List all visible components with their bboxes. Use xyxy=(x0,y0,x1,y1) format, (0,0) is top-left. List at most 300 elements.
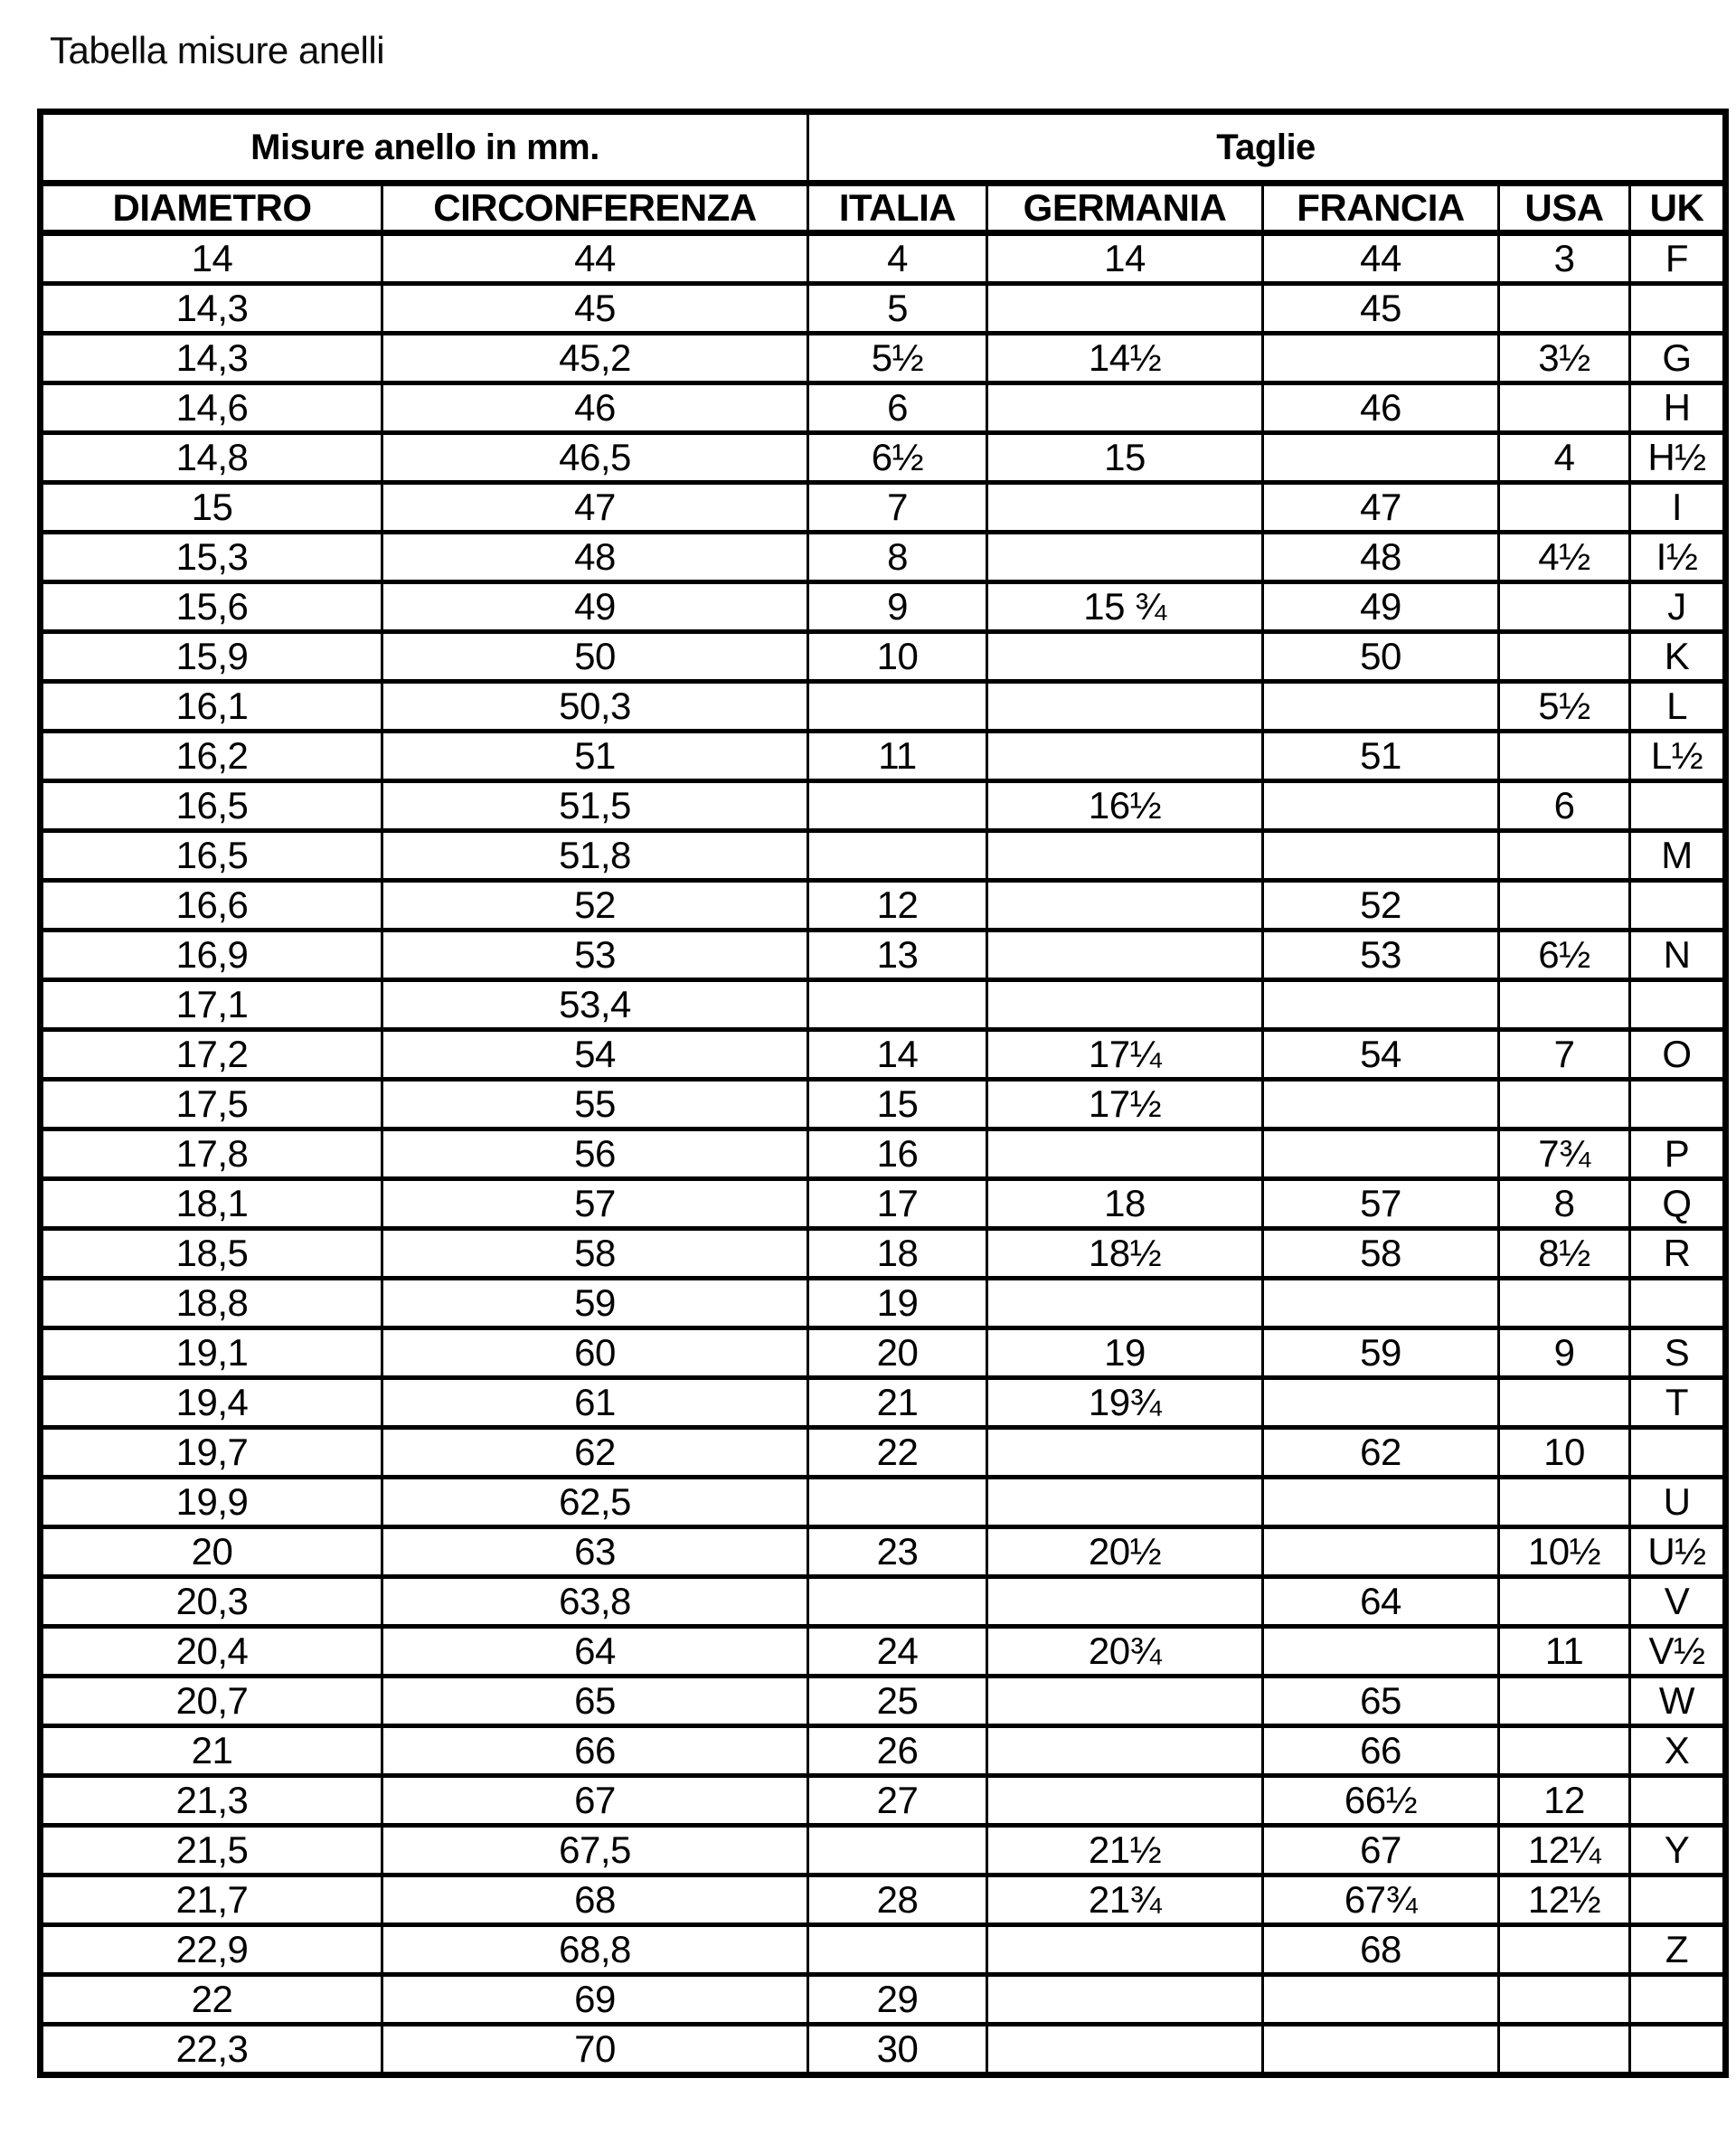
cell-italia: 6 xyxy=(808,383,987,433)
cell-diametro: 19,7 xyxy=(41,1428,382,1478)
table-row xyxy=(41,383,1726,433)
cell-germania xyxy=(987,1975,1263,2025)
cell-uk: Z xyxy=(1630,1925,1726,1975)
cell-uk: V xyxy=(1630,1577,1726,1627)
cell-usa: 4½ xyxy=(1499,533,1630,582)
cell-usa: 10 xyxy=(1499,1428,1630,1478)
table-row xyxy=(41,1129,1726,1179)
cell-diametro: 15,6 xyxy=(41,582,382,632)
column-header-germania: GERMANIA xyxy=(987,184,1263,233)
cell-usa xyxy=(1499,1726,1630,1776)
cell-francia: 66 xyxy=(1263,1726,1499,1776)
table-row xyxy=(41,1627,1726,1677)
cell-circonferenza: 66 xyxy=(382,1726,808,1776)
cell-francia xyxy=(1263,2025,1499,2075)
table-row xyxy=(41,1478,1726,1527)
cell-uk: H xyxy=(1630,383,1726,433)
cell-circonferenza: 57 xyxy=(382,1179,808,1229)
cell-italia: 10 xyxy=(808,632,987,682)
cell-usa: 4 xyxy=(1499,433,1630,483)
cell-italia: 9 xyxy=(808,582,987,632)
cell-italia: 15 xyxy=(808,1080,987,1129)
table-row xyxy=(41,1925,1726,1975)
cell-diametro: 18,1 xyxy=(41,1179,382,1229)
group-header-row xyxy=(41,112,1726,184)
cell-diametro: 22,9 xyxy=(41,1925,382,1975)
table-row xyxy=(41,632,1726,682)
cell-germania xyxy=(987,980,1263,1030)
cell-usa: 7 xyxy=(1499,1030,1630,1080)
cell-circonferenza: 67,5 xyxy=(382,1826,808,1875)
cell-germania xyxy=(987,284,1263,334)
cell-francia xyxy=(1263,1080,1499,1129)
page-title: Tabella misure anelli xyxy=(50,29,385,71)
cell-diametro: 17,2 xyxy=(41,1030,382,1080)
table-row xyxy=(41,483,1726,533)
cell-circonferenza: 50,3 xyxy=(382,682,808,732)
cell-usa: 5½ xyxy=(1499,682,1630,732)
cell-italia: 22 xyxy=(808,1428,987,1478)
cell-circonferenza: 63 xyxy=(382,1527,808,1577)
cell-usa: 12½ xyxy=(1499,1875,1630,1925)
table-row xyxy=(41,1179,1726,1229)
table-header xyxy=(41,112,1726,233)
cell-germania: 18½ xyxy=(987,1229,1263,1279)
cell-usa xyxy=(1499,881,1630,931)
cell-francia xyxy=(1263,433,1499,483)
cell-francia xyxy=(1263,1279,1499,1328)
cell-italia: 18 xyxy=(808,1229,987,1279)
cell-diametro: 16,9 xyxy=(41,931,382,980)
cell-francia: 67 xyxy=(1263,1826,1499,1875)
cell-francia: 50 xyxy=(1263,632,1499,682)
cell-francia xyxy=(1263,980,1499,1030)
table-row xyxy=(41,334,1726,383)
cell-italia: 25 xyxy=(808,1677,987,1726)
cell-usa xyxy=(1499,1080,1630,1129)
cell-diametro: 15 xyxy=(41,483,382,533)
cell-italia: 24 xyxy=(808,1627,987,1677)
cell-diametro: 19,9 xyxy=(41,1478,382,1527)
cell-circonferenza: 55 xyxy=(382,1080,808,1129)
cell-diametro: 14 xyxy=(41,233,382,284)
cell-italia: 5 xyxy=(808,284,987,334)
cell-germania xyxy=(987,1428,1263,1478)
cell-circonferenza: 46,5 xyxy=(382,433,808,483)
cell-francia xyxy=(1263,781,1499,831)
cell-uk: W xyxy=(1630,1677,1726,1726)
cell-circonferenza: 53 xyxy=(382,931,808,980)
cell-francia: 62 xyxy=(1263,1428,1499,1478)
cell-italia: 6½ xyxy=(808,433,987,483)
cell-uk: M xyxy=(1630,831,1726,881)
table-row xyxy=(41,233,1726,284)
cell-germania xyxy=(987,1776,1263,1826)
cell-usa: 8½ xyxy=(1499,1229,1630,1279)
cell-germania: 19 xyxy=(987,1328,1263,1378)
cell-diametro: 17,5 xyxy=(41,1080,382,1129)
table-row xyxy=(41,1428,1726,1478)
cell-circonferenza: 51,8 xyxy=(382,831,808,881)
cell-francia xyxy=(1263,1129,1499,1179)
cell-francia: 65 xyxy=(1263,1677,1499,1726)
cell-germania xyxy=(987,533,1263,582)
cell-usa: 7¾ xyxy=(1499,1129,1630,1179)
cell-uk: G xyxy=(1630,334,1726,383)
cell-germania: 18 xyxy=(987,1179,1263,1229)
cell-usa: 10½ xyxy=(1499,1527,1630,1577)
cell-usa xyxy=(1499,632,1630,682)
table-row xyxy=(41,582,1726,632)
cell-circonferenza: 60 xyxy=(382,1328,808,1378)
cell-circonferenza: 51 xyxy=(382,732,808,781)
cell-italia: 5½ xyxy=(808,334,987,383)
cell-diametro: 15,9 xyxy=(41,632,382,682)
cell-uk xyxy=(1630,1875,1726,1925)
cell-usa xyxy=(1499,1378,1630,1428)
cell-francia: 45 xyxy=(1263,284,1499,334)
cell-francia: 54 xyxy=(1263,1030,1499,1080)
cell-uk xyxy=(1630,1776,1726,1826)
cell-uk xyxy=(1630,881,1726,931)
cell-uk xyxy=(1630,980,1726,1030)
cell-germania xyxy=(987,383,1263,433)
cell-italia: 30 xyxy=(808,2025,987,2075)
cell-francia xyxy=(1263,334,1499,383)
cell-circonferenza: 68,8 xyxy=(382,1925,808,1975)
cell-circonferenza: 50 xyxy=(382,632,808,682)
cell-circonferenza: 65 xyxy=(382,1677,808,1726)
cell-diametro: 21,7 xyxy=(41,1875,382,1925)
table-row xyxy=(41,1328,1726,1378)
cell-usa: 3½ xyxy=(1499,334,1630,383)
cell-diametro: 14,8 xyxy=(41,433,382,483)
cell-francia xyxy=(1263,831,1499,881)
cell-usa xyxy=(1499,582,1630,632)
cell-uk: U xyxy=(1630,1478,1726,1527)
cell-usa xyxy=(1499,383,1630,433)
cell-italia: 11 xyxy=(808,732,987,781)
column-header-diametro: DIAMETRO xyxy=(41,184,382,233)
cell-diametro: 14,3 xyxy=(41,334,382,383)
table-row xyxy=(41,931,1726,980)
cell-circonferenza: 51,5 xyxy=(382,781,808,831)
cell-usa xyxy=(1499,284,1630,334)
cell-germania: 14 xyxy=(987,233,1263,284)
cell-circonferenza: 52 xyxy=(382,881,808,931)
cell-uk: I½ xyxy=(1630,533,1726,582)
cell-usa xyxy=(1499,2025,1630,2075)
cell-uk: S xyxy=(1630,1328,1726,1378)
cell-germania: 21½ xyxy=(987,1826,1263,1875)
cell-uk: J xyxy=(1630,582,1726,632)
cell-italia xyxy=(808,980,987,1030)
cell-uk: N xyxy=(1630,931,1726,980)
cell-francia xyxy=(1263,1527,1499,1577)
table-row xyxy=(41,881,1726,931)
cell-usa xyxy=(1499,1925,1630,1975)
cell-italia: 29 xyxy=(808,1975,987,2025)
cell-usa: 11 xyxy=(1499,1627,1630,1677)
cell-germania: 20½ xyxy=(987,1527,1263,1577)
cell-italia: 17 xyxy=(808,1179,987,1229)
cell-usa xyxy=(1499,831,1630,881)
cell-diametro: 21 xyxy=(41,1726,382,1776)
cell-diametro: 16,1 xyxy=(41,682,382,732)
cell-francia: 52 xyxy=(1263,881,1499,931)
cell-circonferenza: 49 xyxy=(382,582,808,632)
table-row xyxy=(41,781,1726,831)
cell-diametro: 20,4 xyxy=(41,1627,382,1677)
group-header-misure: Misure anello in mm. xyxy=(41,112,808,184)
cell-francia: 47 xyxy=(1263,483,1499,533)
cell-uk xyxy=(1630,1975,1726,2025)
cell-circonferenza: 63,8 xyxy=(382,1577,808,1627)
cell-italia xyxy=(808,781,987,831)
cell-circonferenza: 62,5 xyxy=(382,1478,808,1527)
cell-italia: 12 xyxy=(808,881,987,931)
cell-francia: 53 xyxy=(1263,931,1499,980)
cell-francia xyxy=(1263,1378,1499,1428)
cell-circonferenza: 61 xyxy=(382,1378,808,1428)
table-row xyxy=(41,1726,1726,1776)
cell-germania: 17¼ xyxy=(987,1030,1263,1080)
cell-italia: 16 xyxy=(808,1129,987,1179)
cell-diametro: 20,7 xyxy=(41,1677,382,1726)
cell-circonferenza: 68 xyxy=(382,1875,808,1925)
cell-circonferenza: 62 xyxy=(382,1428,808,1478)
cell-germania xyxy=(987,881,1263,931)
cell-italia xyxy=(808,1925,987,1975)
cell-uk: F xyxy=(1630,233,1726,284)
cell-uk: L xyxy=(1630,682,1726,732)
table-body xyxy=(41,233,1726,2075)
cell-diametro: 19,4 xyxy=(41,1378,382,1428)
cell-diametro: 15,3 xyxy=(41,533,382,582)
cell-italia xyxy=(808,1577,987,1627)
group-header-taglie: Taglie xyxy=(808,112,1726,184)
cell-francia: 46 xyxy=(1263,383,1499,433)
cell-germania: 19¾ xyxy=(987,1378,1263,1428)
cell-diametro: 19,1 xyxy=(41,1328,382,1378)
cell-usa xyxy=(1499,1279,1630,1328)
cell-uk: H½ xyxy=(1630,433,1726,483)
cell-circonferenza: 59 xyxy=(382,1279,808,1328)
cell-uk: T xyxy=(1630,1378,1726,1428)
cell-uk xyxy=(1630,781,1726,831)
cell-italia: 23 xyxy=(808,1527,987,1577)
cell-germania: 15 xyxy=(987,433,1263,483)
cell-francia: 66½ xyxy=(1263,1776,1499,1826)
table-row xyxy=(41,980,1726,1030)
table-row xyxy=(41,1030,1726,1080)
cell-italia: 27 xyxy=(808,1776,987,1826)
cell-francia xyxy=(1263,1627,1499,1677)
cell-uk: K xyxy=(1630,632,1726,682)
cell-diametro: 20 xyxy=(41,1527,382,1577)
cell-italia xyxy=(808,1826,987,1875)
cell-francia: 67¾ xyxy=(1263,1875,1499,1925)
table-row xyxy=(41,1875,1726,1925)
cell-germania xyxy=(987,1677,1263,1726)
cell-circonferenza: 69 xyxy=(382,1975,808,2025)
cell-germania xyxy=(987,483,1263,533)
table-row xyxy=(41,682,1726,732)
cell-diametro: 18,8 xyxy=(41,1279,382,1328)
table-row xyxy=(41,1975,1726,2025)
cell-italia xyxy=(808,1478,987,1527)
cell-usa: 8 xyxy=(1499,1179,1630,1229)
cell-uk: X xyxy=(1630,1726,1726,1776)
cell-circonferenza: 70 xyxy=(382,2025,808,2075)
cell-circonferenza: 45 xyxy=(382,284,808,334)
cell-francia xyxy=(1263,1975,1499,2025)
cell-uk xyxy=(1630,284,1726,334)
cell-francia: 48 xyxy=(1263,533,1499,582)
cell-circonferenza: 56 xyxy=(382,1129,808,1179)
cell-usa xyxy=(1499,1577,1630,1627)
cell-germania xyxy=(987,1577,1263,1627)
cell-germania: 16½ xyxy=(987,781,1263,831)
table-row xyxy=(41,284,1726,334)
cell-uk: P xyxy=(1630,1129,1726,1179)
cell-italia: 19 xyxy=(808,1279,987,1328)
cell-italia: 20 xyxy=(808,1328,987,1378)
cell-italia: 21 xyxy=(808,1378,987,1428)
cell-uk: I xyxy=(1630,483,1726,533)
column-header-italia: ITALIA xyxy=(808,184,987,233)
cell-usa: 12¼ xyxy=(1499,1826,1630,1875)
cell-circonferenza: 53,4 xyxy=(382,980,808,1030)
cell-germania xyxy=(987,1279,1263,1328)
cell-francia: 57 xyxy=(1263,1179,1499,1229)
cell-diametro: 16,5 xyxy=(41,831,382,881)
cell-italia: 8 xyxy=(808,533,987,582)
cell-diametro: 22 xyxy=(41,1975,382,2025)
cell-italia: 4 xyxy=(808,233,987,284)
cell-germania xyxy=(987,632,1263,682)
cell-germania xyxy=(987,2025,1263,2075)
cell-usa: 9 xyxy=(1499,1328,1630,1378)
cell-circonferenza: 48 xyxy=(382,533,808,582)
table-row xyxy=(41,1229,1726,1279)
cell-diametro: 21,3 xyxy=(41,1776,382,1826)
cell-francia: 49 xyxy=(1263,582,1499,632)
cell-circonferenza: 44 xyxy=(382,233,808,284)
cell-usa xyxy=(1499,1975,1630,2025)
table-row xyxy=(41,1080,1726,1129)
cell-diametro: 20,3 xyxy=(41,1577,382,1627)
cell-francia xyxy=(1263,1478,1499,1527)
cell-germania xyxy=(987,1726,1263,1776)
cell-usa: 6½ xyxy=(1499,931,1630,980)
cell-uk: V½ xyxy=(1630,1627,1726,1677)
cell-francia: 44 xyxy=(1263,233,1499,284)
cell-diametro: 21,5 xyxy=(41,1826,382,1875)
cell-diametro: 17,8 xyxy=(41,1129,382,1179)
cell-diametro: 14,6 xyxy=(41,383,382,433)
cell-germania xyxy=(987,732,1263,781)
cell-diametro: 22,3 xyxy=(41,2025,382,2075)
cell-circonferenza: 45,2 xyxy=(382,334,808,383)
cell-germania xyxy=(987,831,1263,881)
table-row xyxy=(41,732,1726,781)
cell-germania xyxy=(987,1478,1263,1527)
table-row xyxy=(41,1826,1726,1875)
cell-germania xyxy=(987,682,1263,732)
table-row xyxy=(41,1527,1726,1577)
cell-circonferenza: 47 xyxy=(382,483,808,533)
cell-francia xyxy=(1263,682,1499,732)
table-row xyxy=(41,1677,1726,1726)
cell-germania: 15 ¾ xyxy=(987,582,1263,632)
cell-francia: 59 xyxy=(1263,1328,1499,1378)
column-header-uk: UK xyxy=(1630,184,1726,233)
cell-usa xyxy=(1499,980,1630,1030)
cell-italia: 28 xyxy=(808,1875,987,1925)
cell-circonferenza: 54 xyxy=(382,1030,808,1080)
column-header-usa: USA xyxy=(1499,184,1630,233)
cell-uk xyxy=(1630,1080,1726,1129)
cell-italia: 26 xyxy=(808,1726,987,1776)
column-header-row xyxy=(41,184,1726,233)
cell-usa xyxy=(1499,483,1630,533)
cell-usa xyxy=(1499,732,1630,781)
cell-francia: 58 xyxy=(1263,1229,1499,1279)
cell-circonferenza: 46 xyxy=(382,383,808,433)
cell-germania xyxy=(987,1925,1263,1975)
cell-usa: 6 xyxy=(1499,781,1630,831)
cell-germania: 17½ xyxy=(987,1080,1263,1129)
cell-uk: L½ xyxy=(1630,732,1726,781)
cell-italia: 14 xyxy=(808,1030,987,1080)
cell-diametro: 18,5 xyxy=(41,1229,382,1279)
table-row xyxy=(41,1577,1726,1627)
cell-uk: Y xyxy=(1630,1826,1726,1875)
cell-uk xyxy=(1630,1428,1726,1478)
cell-circonferenza: 58 xyxy=(382,1229,808,1279)
cell-uk: U½ xyxy=(1630,1527,1726,1577)
ring-size-table xyxy=(37,109,1729,2078)
cell-francia: 51 xyxy=(1263,732,1499,781)
cell-germania xyxy=(987,1129,1263,1179)
cell-uk: R xyxy=(1630,1229,1726,1279)
cell-italia: 7 xyxy=(808,483,987,533)
cell-italia: 13 xyxy=(808,931,987,980)
cell-francia: 64 xyxy=(1263,1577,1499,1627)
cell-italia xyxy=(808,682,987,732)
table-row xyxy=(41,1378,1726,1428)
cell-germania xyxy=(987,931,1263,980)
cell-germania: 14½ xyxy=(987,334,1263,383)
cell-germania: 20¾ xyxy=(987,1627,1263,1677)
cell-usa xyxy=(1499,1677,1630,1726)
table-row xyxy=(41,831,1726,881)
column-header-circonferenza: CIRCONFERENZA xyxy=(382,184,808,233)
cell-diametro: 16,5 xyxy=(41,781,382,831)
cell-uk xyxy=(1630,1279,1726,1328)
cell-usa xyxy=(1499,1478,1630,1527)
cell-uk xyxy=(1630,2025,1726,2075)
cell-circonferenza: 67 xyxy=(382,1776,808,1826)
cell-uk: Q xyxy=(1630,1179,1726,1229)
cell-diametro: 16,6 xyxy=(41,881,382,931)
table-row xyxy=(41,1279,1726,1328)
cell-circonferenza: 64 xyxy=(382,1627,808,1677)
cell-usa: 12 xyxy=(1499,1776,1630,1826)
table-row xyxy=(41,2025,1726,2075)
cell-germania: 21¾ xyxy=(987,1875,1263,1925)
